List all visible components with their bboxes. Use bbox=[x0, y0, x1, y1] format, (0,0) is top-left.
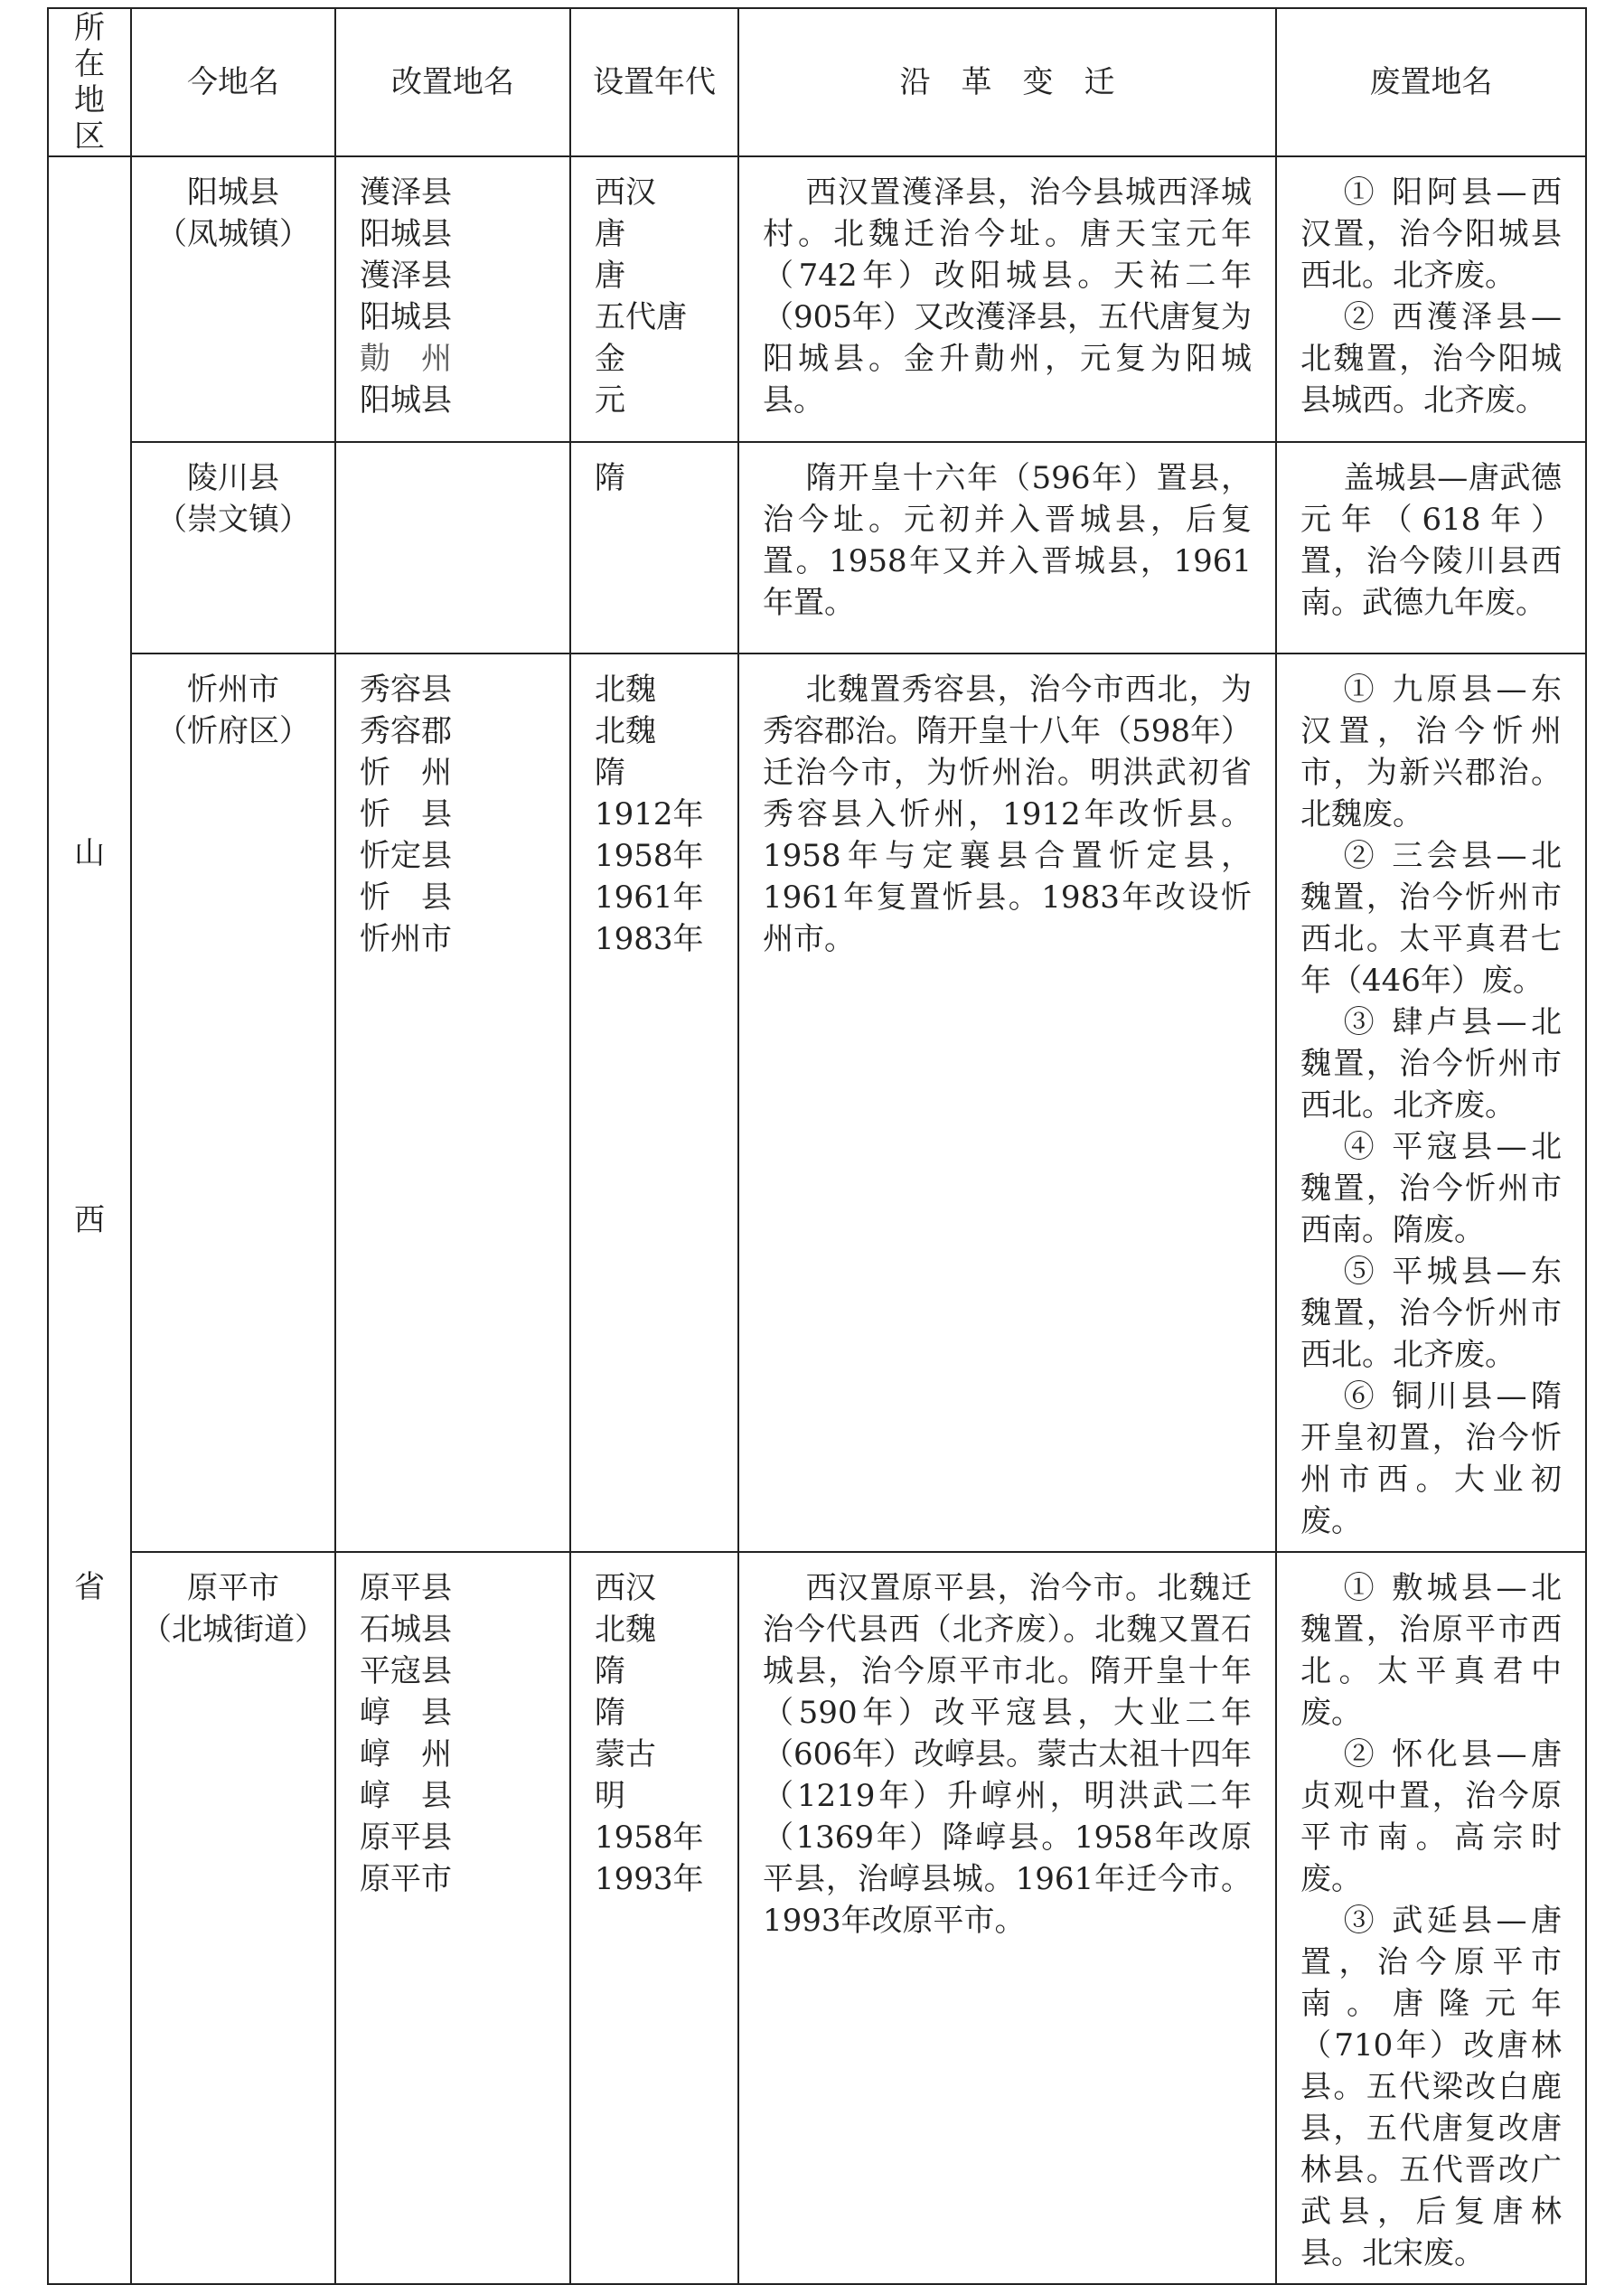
renamed-cell bbox=[335, 442, 570, 654]
year-item: 金 bbox=[595, 341, 625, 377]
abolished-item: ⑤ 平城县—东魏置，治今忻州市西北。北齐废。 bbox=[1300, 1254, 1562, 1373]
year-item: 唐 bbox=[595, 216, 625, 252]
region-char: 省 bbox=[74, 1569, 105, 1605]
year-item: 1961年 bbox=[595, 879, 704, 916]
renamed-item: 阳城县 bbox=[360, 216, 452, 252]
renamed-item: 勣 州 bbox=[360, 341, 452, 377]
current-subname: （崇文镇） bbox=[156, 502, 310, 538]
renamed-item: 石城县 bbox=[360, 1612, 452, 1648]
header-current-name: 今地名 bbox=[131, 8, 335, 156]
current-name: 原平市 bbox=[187, 1570, 279, 1606]
year-item: 北魏 bbox=[595, 713, 656, 749]
current-subname: （北城街道） bbox=[141, 1612, 325, 1648]
abolished-cell bbox=[1276, 1552, 1586, 2284]
abolished-item: ⑥ 铜川县—隋开皇初置，治今忻州市西。大业初废。 bbox=[1300, 1378, 1562, 1539]
history-cell bbox=[738, 654, 1276, 1552]
renamed-item: 崞 县 bbox=[360, 1778, 452, 1814]
gazetteer-table bbox=[47, 7, 1587, 2285]
years-cell bbox=[570, 1552, 738, 2284]
table-row bbox=[48, 654, 1586, 1552]
renamed-item: 忻定县 bbox=[360, 838, 452, 874]
current-name-cell bbox=[131, 442, 335, 654]
abolished-cell bbox=[1276, 654, 1586, 1552]
history-cell bbox=[738, 442, 1276, 654]
table-row bbox=[48, 156, 1586, 442]
current-name-cell bbox=[131, 654, 335, 1552]
renamed-item: 阳城县 bbox=[360, 382, 452, 418]
header-history: 沿 革 变 迁 bbox=[738, 8, 1276, 156]
years-cell bbox=[570, 654, 738, 1552]
region-char: 山 bbox=[74, 835, 105, 871]
current-subname: （忻府区） bbox=[156, 713, 310, 749]
abolished-item: 盖城县—唐武德元年（618年）置，治今陵川县西南。武德九年废。 bbox=[1300, 460, 1562, 621]
year-item: 隋 bbox=[595, 755, 625, 791]
current-name: 忻州市 bbox=[187, 672, 279, 708]
header-abolished: 废置地名 bbox=[1276, 8, 1586, 156]
renamed-item: 忻州市 bbox=[360, 921, 452, 957]
history-cell bbox=[738, 156, 1276, 442]
year-item: 明 bbox=[595, 1778, 625, 1814]
history-text: 西汉置濩泽县，治今县城西泽城村。北魏迁治今址。唐天宝元年（742年）改阳城县。天祐二年（905年）又改濩泽县，五代唐复为阳城县。金升勣州，元复为阳城县。 bbox=[763, 174, 1252, 418]
current-name-cell bbox=[131, 156, 335, 442]
table-row bbox=[48, 442, 1586, 654]
renamed-item: 平寇县 bbox=[360, 1653, 452, 1689]
abolished-item: ① 阳阿县—西汉置，治今阳城县西北。北齐废。 bbox=[1300, 174, 1562, 294]
renamed-cell bbox=[335, 654, 570, 1552]
header-region: 所在地区 bbox=[48, 8, 131, 156]
year-item: 五代唐 bbox=[595, 299, 687, 335]
year-item: 1958年 bbox=[595, 838, 704, 874]
renamed-item: 忻 州 bbox=[360, 755, 452, 791]
region-char: 西 bbox=[74, 1202, 105, 1238]
history-cell bbox=[738, 1552, 1276, 2284]
renamed-item: 原平县 bbox=[360, 1570, 452, 1606]
renamed-item: 崞 州 bbox=[360, 1736, 452, 1773]
year-item: 1958年 bbox=[595, 1820, 704, 1856]
abolished-cell bbox=[1276, 442, 1586, 654]
year-item: 元 bbox=[595, 382, 625, 418]
abolished-cell bbox=[1276, 156, 1586, 442]
renamed-cell bbox=[335, 1552, 570, 2284]
history-text: 隋开皇十六年（596年）置县，治今址。元初并入晋城县，后复置。1958年又并入晋城县，1961年置。 bbox=[763, 460, 1252, 621]
abolished-item: ② 西濩泽县—北魏置，治今阳城县城西。北齐废。 bbox=[1300, 299, 1562, 418]
abolished-item: ① 九原县—东汉置，治今忻州市，为新兴郡治。北魏废。 bbox=[1300, 672, 1562, 832]
year-item: 隋 bbox=[595, 1653, 625, 1689]
current-name-cell bbox=[131, 1552, 335, 2284]
renamed-item: 秀容县 bbox=[360, 672, 452, 708]
year-item: 隋 bbox=[595, 1695, 625, 1731]
year-item: 蒙古 bbox=[595, 1736, 656, 1773]
abolished-item: ③ 武延县—唐置，治今原平市南。唐隆元年（710年）改唐林县。五代梁改白鹿县，五代唐复改唐林县。五代晋改广武县，后复唐林县。北宋废。 bbox=[1300, 1903, 1562, 2271]
year-item: 西汉 bbox=[595, 174, 656, 211]
year-item: 北魏 bbox=[595, 1612, 656, 1648]
abolished-item: ② 怀化县—唐贞观中置，治今原平市南。高宗时废。 bbox=[1300, 1736, 1562, 1897]
renamed-item: 濩泽县 bbox=[360, 174, 452, 211]
year-item: 1983年 bbox=[595, 921, 704, 957]
year-item: 1993年 bbox=[595, 1861, 704, 1897]
renamed-item: 原平县 bbox=[360, 1820, 452, 1856]
year-item: 隋 bbox=[595, 460, 625, 496]
year-item: 北魏 bbox=[595, 672, 656, 708]
renamed-item: 原平市 bbox=[360, 1861, 452, 1897]
renamed-item: 忻 县 bbox=[360, 796, 452, 832]
year-item: 西汉 bbox=[595, 1570, 656, 1606]
history-text: 西汉置原平县，治今市。北魏迁治今代县西（北齐废）。北魏又置石城县，治今原平市北。隋开皇十年（590年）改平寇县，大业二年（606年）改崞县。蒙古太祖十四年（1219年）升崞州，明洪武二年（1369年）降崞县。1958年改原平县，治崞县城。1961年迁今市。1993年改原平市。 bbox=[763, 1570, 1252, 1939]
header-row bbox=[48, 8, 1586, 156]
current-subname: （凤城镇） bbox=[156, 216, 310, 252]
years-cell bbox=[570, 156, 738, 442]
renamed-item: 濩泽县 bbox=[360, 258, 452, 294]
region-cell bbox=[48, 156, 131, 2284]
renamed-item: 崞 县 bbox=[360, 1695, 452, 1731]
year-item: 唐 bbox=[595, 258, 625, 294]
years-cell bbox=[570, 442, 738, 654]
renamed-cell bbox=[335, 156, 570, 442]
abolished-item: ③ 肆卢县—北魏置，治今忻州市西北。北齐废。 bbox=[1300, 1004, 1562, 1124]
current-name: 陵川县 bbox=[187, 460, 279, 496]
abolished-item: ② 三会县—北魏置，治今忻州市西北。太平真君七年（446年）废。 bbox=[1300, 838, 1562, 999]
current-name: 阳城县 bbox=[187, 174, 279, 211]
renamed-item: 忻 县 bbox=[360, 879, 452, 916]
year-item: 1912年 bbox=[595, 796, 704, 832]
table-row bbox=[48, 1552, 1586, 2284]
renamed-item: 秀容郡 bbox=[360, 713, 452, 749]
header-established: 设置年代 bbox=[570, 8, 738, 156]
abolished-item: ① 敷城县—北魏置，治原平市西北。太平真君中废。 bbox=[1300, 1570, 1562, 1731]
history-text: 北魏置秀容县，治今市西北，为秀容郡治。隋开皇十八年（598年）迁治今市，为忻州治。明洪武初省秀容县入忻州，1912年改忻县。1958年与定襄县合置忻定县，1961年复置忻县。1983年改设忻州市。 bbox=[763, 672, 1252, 957]
renamed-item: 阳城县 bbox=[360, 299, 452, 335]
header-renamed: 改置地名 bbox=[335, 8, 570, 156]
abolished-item: ④ 平寇县—北魏置，治今忻州市西南。隋废。 bbox=[1300, 1129, 1562, 1248]
